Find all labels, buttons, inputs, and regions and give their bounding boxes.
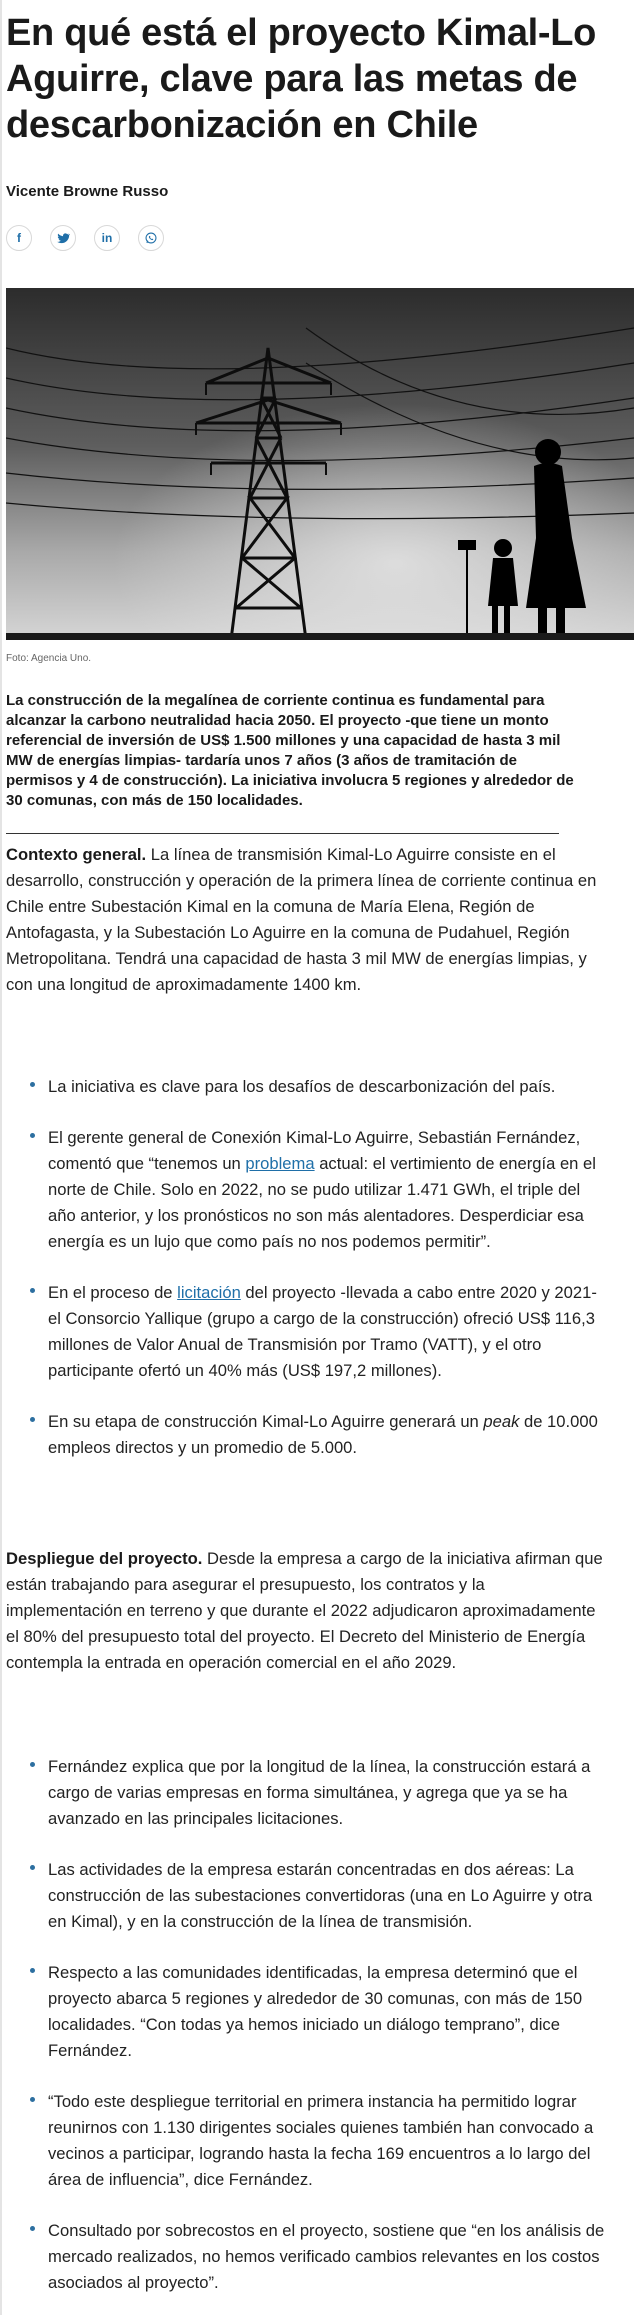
list-item-text: En su etapa de construcción Kimal-Lo Aguirre generará un xyxy=(48,1412,484,1431)
whatsapp-icon xyxy=(144,231,158,245)
list-item: Las actividades de la empresa estarán concentradas en dos aéreas: La construcción de las subestaciones convertidoras (una en Lo Aguirre y otra en Kimal), y en la construcción de la línea de transmisión. xyxy=(30,1857,605,1935)
left-border xyxy=(0,0,2,2315)
deployment-heading: Despliegue del proyecto. xyxy=(6,1549,203,1568)
deployment-paragraph xyxy=(6,1546,604,1676)
list-item: Fernández explica que por la longitud de la línea, la construcción estará a cargo de varias empresas en forma simultánea, y agrega que ya se ha avanzado en las principales licitaciones. xyxy=(30,1754,605,1832)
list-item-text: La iniciativa es clave para los desafíos de descarbonización del país. xyxy=(48,1077,556,1096)
peak-emphasis: peak xyxy=(483,1412,520,1431)
problema-link[interactable]: problema xyxy=(245,1154,315,1173)
list-item-text: actual: el vertimiento de energía en el norte de Chile. Solo en 2022, no se pudo utilizar 1.471 GWh, el triple del año anterior, y los pronósticos no son más alentadores. Desperdiciar esa energía es un lujo que como país no nos podemos permitir”. xyxy=(48,1154,596,1251)
list-item xyxy=(30,1280,605,1384)
power-tower-photo xyxy=(6,288,634,640)
list-item-text: En el proceso de xyxy=(48,1283,178,1302)
linkedin-share-button[interactable] xyxy=(94,225,120,251)
list-item xyxy=(30,1074,605,1100)
lead-divider xyxy=(6,833,559,834)
author-byline[interactable]: Vicente Browne Russo xyxy=(6,183,169,200)
deployment-body: Desde la empresa a cargo de la iniciativa afirman que están trabajando para asegurar el presupuesto, los contratos y la implementación en terreno y que durante el 2022 adjudicaron aproximadamente el 80% del presupuesto total del proyecto. El Decreto del Ministerio de Energía contempla la entrada en operación comercial en el año 2029. xyxy=(6,1549,603,1672)
twitter-share-button[interactable] xyxy=(50,225,76,251)
linkedin-icon: in xyxy=(101,231,113,245)
twitter-icon xyxy=(56,231,70,245)
article-headline: En qué está el proyecto Kimal-Lo Aguirre, clave para las metas de descarbonización en Chile xyxy=(6,12,597,146)
deployment-bullet-list xyxy=(30,1754,605,2315)
article-lead: La construcción de la megalínea de corriente continua es fundamental para alcanzar la carbono neutralidad hacia 2050. El proyecto -que tiene un monto referencial de inversión de US$ 1.500 millones y una capacidad de hasta 3 mil MW de energías limpias- tardaría unos 7 años (3 años de tramitación de permisos y 4 de construcción). La iniciativa involucra 5 regiones y alrededor de 30 comunas, con más de 150 localidades. xyxy=(6,692,574,809)
context-paragraph xyxy=(6,842,604,998)
list-item-text: El gerente general de Conexión Kimal-Lo Aguirre, Sebastián Fernández, comentó que “tenemos un xyxy=(48,1128,581,1173)
list-item: Consultado por sobrecostos en el proyecto, sostiene que “en los análisis de mercado realizados, no hemos verificado cambios relevantes en los costos asociados al proyecto”. xyxy=(30,2218,605,2296)
context-body: La línea de transmisión Kimal-Lo Aguirre consiste en el desarrollo, construcción y operación de la primera línea de corriente continua en Chile entre Subestación Kimal en la comuna de María Elena, Región de Antofagasta, y la Subestación Lo Aguirre en la comuna de Pudahuel, Región Metropolitana. Tendrá una capacidad de hasta 3 mil MW de energías limpias, y con una longitud de aproximadamente 1400 km. xyxy=(6,845,597,994)
photo-caption: Foto: Agencia Uno. xyxy=(6,653,92,664)
share-bar xyxy=(6,225,164,251)
facebook-share-button[interactable] xyxy=(6,225,32,251)
hero-photo xyxy=(6,288,634,640)
context-bullet-list xyxy=(30,1074,605,1486)
list-item: Respecto a las comunidades identificadas, la empresa determinó que el proyecto abarca 5 regiones y alrededor de 30 comunas, con más de 150 localidades. “Con todas ya hemos iniciado un diálogo temprano”, dice Fernández. xyxy=(30,1960,605,2064)
licitacion-link[interactable]: licitación xyxy=(177,1283,241,1302)
list-item xyxy=(30,1125,605,1255)
list-item xyxy=(30,1409,605,1461)
list-item-text: de 10.000 empleos directos y un promedio de 5.000. xyxy=(48,1412,598,1457)
context-heading: Contexto general. xyxy=(6,845,147,864)
list-item: “Todo este despliegue territorial en primera instancia ha permitido lograr reunirnos con 1.130 dirigentes sociales quienes también han convocado a vecinos a participar, logrando hasta la fecha 169 encuentros a lo largo del área de influencia”, dice Fernández. xyxy=(30,2089,605,2193)
whatsapp-share-button[interactable] xyxy=(138,225,164,251)
facebook-icon: f xyxy=(17,231,21,245)
list-item-text: del proyecto -llevada a cabo entre 2020 y 2021- el Consorcio Yallique (grupo a cargo de la construcción) ofreció US$ 116,3 millones de Valor Anual de Transmisión por Tramo (VATT), y el otro participante ofertó un 40% más (US$ 197,2 millones). xyxy=(48,1283,597,1380)
